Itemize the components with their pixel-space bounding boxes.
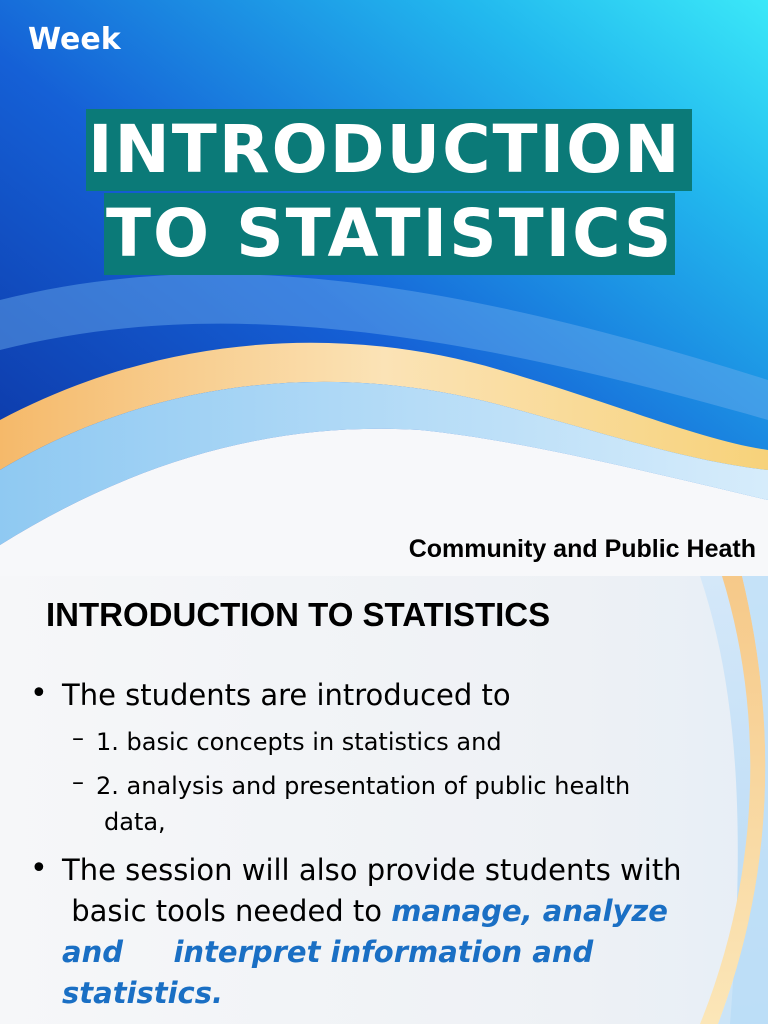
bullet-plain-text-2: basic tools needed to (62, 894, 392, 928)
slide-subtitle: Community and Public Heath (408, 535, 756, 563)
week-label: Week (28, 22, 121, 57)
bullet-emphasis-3: statistics. (62, 976, 224, 1010)
bullet-plain-text-1: The session will also provide students with (62, 853, 682, 887)
dash-icon: – (72, 768, 84, 796)
title-line-1: INTRODUCTION (86, 109, 692, 191)
bullet-emphasis-1: manage, analyze (391, 894, 668, 928)
sub-bullet-continuation: data, (104, 808, 166, 836)
content-slide (0, 576, 768, 1024)
bullet-emphasis-2: and interpret information and (62, 935, 594, 969)
dash-icon: – (72, 724, 84, 752)
bullet-text: The students are introduced to (62, 678, 511, 712)
bullet-dot-icon: • (30, 851, 48, 886)
title-line-2: TO STATISTICS (104, 193, 675, 275)
bullet-dot-icon: • (30, 676, 48, 711)
sub-bullet-text: 2. analysis and presentation of public health (96, 772, 631, 800)
bullet-text (62, 850, 722, 1014)
content-heading: INTRODUCTION TO STATISTICS (46, 596, 551, 633)
sub-bullet-text: 1. basic concepts in statistics and (96, 728, 502, 756)
